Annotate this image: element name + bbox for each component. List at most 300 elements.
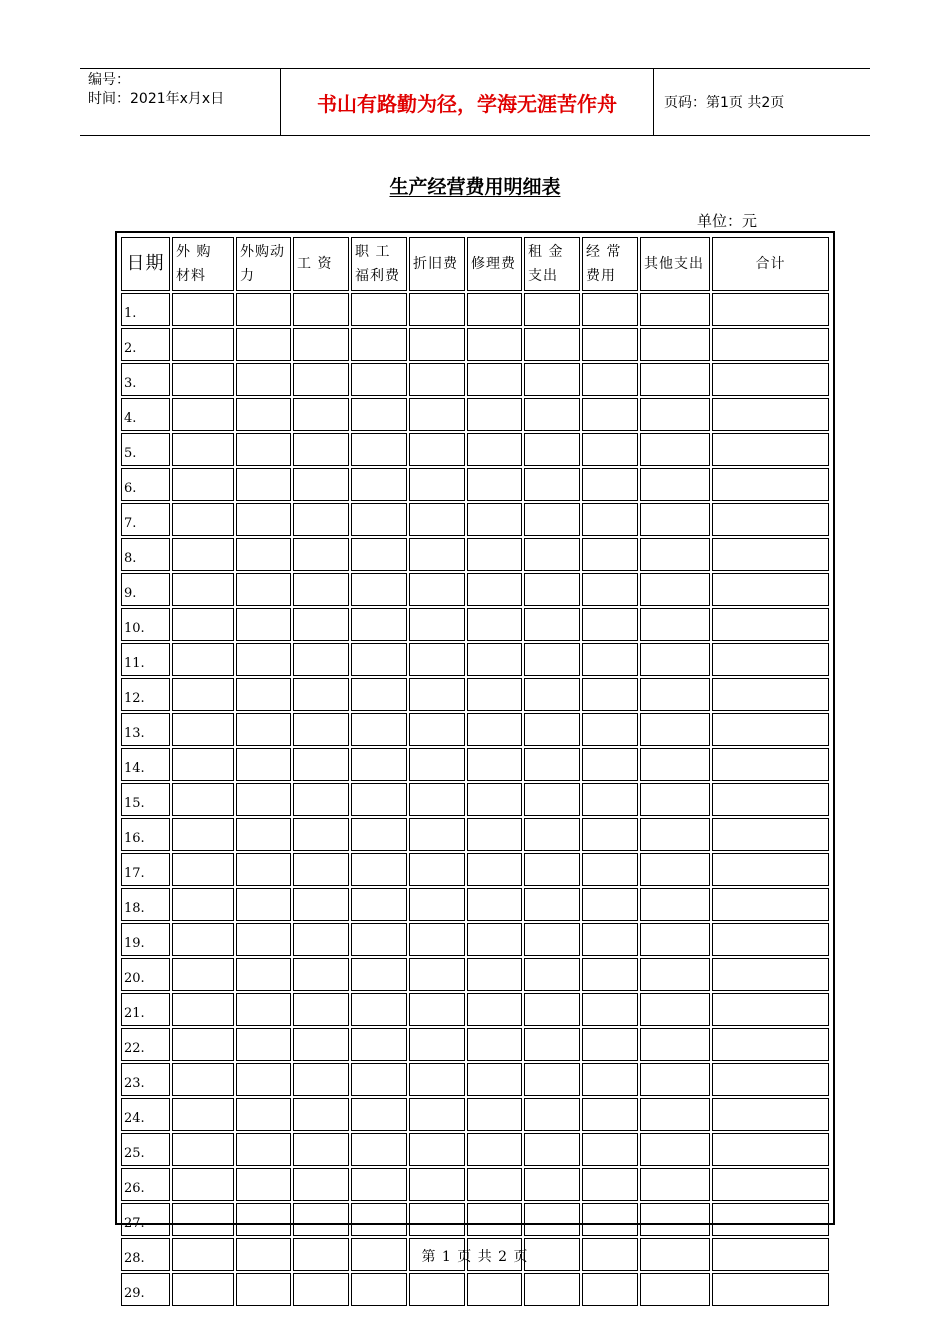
table-cell <box>351 328 407 361</box>
table-cell <box>351 783 407 816</box>
table-cell <box>467 748 522 781</box>
row-date-cell: 14. <box>121 748 170 781</box>
table-cell <box>712 1063 829 1096</box>
table-cell <box>409 433 465 466</box>
table-cell <box>236 363 291 396</box>
table-cell <box>293 538 349 571</box>
header-motto: 书山有路勤为径，学海无涯苦作舟 <box>281 69 654 135</box>
table-cell <box>524 1063 580 1096</box>
table-cell <box>582 783 638 816</box>
row-date-cell: 24. <box>121 1098 170 1131</box>
table-cell <box>172 1063 234 1096</box>
table-cell <box>409 1133 465 1166</box>
table-row <box>121 678 829 711</box>
table-cell <box>712 1028 829 1061</box>
table-cell <box>351 363 407 396</box>
table-cell <box>582 293 638 326</box>
table-cell <box>409 468 465 501</box>
table-cell <box>351 1273 407 1306</box>
table-cell <box>351 888 407 921</box>
table-cell <box>172 398 234 431</box>
table-cell <box>524 923 580 956</box>
table-cell <box>640 538 710 571</box>
table-cell <box>236 678 291 711</box>
table-row <box>121 398 829 431</box>
table-cell <box>712 678 829 711</box>
row-date-cell: 7. <box>121 503 170 536</box>
table-cell <box>172 818 234 851</box>
table-cell <box>524 398 580 431</box>
table-cell <box>409 608 465 641</box>
table-cell <box>582 1063 638 1096</box>
table-cell <box>467 573 522 606</box>
table-row <box>121 433 829 466</box>
table-cell <box>712 748 829 781</box>
table-cell <box>467 678 522 711</box>
table-cell <box>640 1063 710 1096</box>
table-cell <box>172 888 234 921</box>
table-cell <box>640 853 710 886</box>
page-header <box>80 68 870 136</box>
table-cell <box>293 608 349 641</box>
table-cell <box>172 1133 234 1166</box>
table-cell <box>172 573 234 606</box>
table-cell <box>640 678 710 711</box>
table-cell <box>351 1168 407 1201</box>
table-cell <box>582 328 638 361</box>
table-cell <box>524 503 580 536</box>
table-cell <box>712 398 829 431</box>
table-cell <box>582 853 638 886</box>
table-cell <box>172 853 234 886</box>
table-cell <box>409 783 465 816</box>
row-date-cell: 16. <box>121 818 170 851</box>
table-cell <box>351 1203 407 1236</box>
table-cell <box>524 538 580 571</box>
table-cell <box>236 923 291 956</box>
table-cell <box>236 468 291 501</box>
table-cell <box>172 1168 234 1201</box>
table-cell <box>467 643 522 676</box>
table-cell <box>524 888 580 921</box>
table-cell <box>524 293 580 326</box>
table-row <box>121 818 829 851</box>
table-cell <box>582 678 638 711</box>
table-cell <box>640 783 710 816</box>
table-cell <box>293 923 349 956</box>
table-cell <box>293 678 349 711</box>
table-cell <box>409 888 465 921</box>
table-cell <box>524 1098 580 1131</box>
table-cell <box>467 433 522 466</box>
column-header: 日期 <box>121 237 170 291</box>
table-row <box>121 1273 829 1306</box>
table-cell <box>172 923 234 956</box>
table-cell <box>293 503 349 536</box>
table-cell <box>351 993 407 1026</box>
column-header: 外购动力 <box>236 237 291 291</box>
table-cell <box>640 1168 710 1201</box>
table-cell <box>293 1168 349 1201</box>
row-date-cell: 3. <box>121 363 170 396</box>
table-cell <box>640 1133 710 1166</box>
table-cell <box>712 293 829 326</box>
table-cell <box>467 713 522 746</box>
table-cell <box>524 958 580 991</box>
row-date-cell: 11. <box>121 643 170 676</box>
table-cell <box>409 1168 465 1201</box>
column-header: 折旧费 <box>409 237 465 291</box>
table-cell <box>582 503 638 536</box>
table-cell <box>172 608 234 641</box>
table-cell <box>351 573 407 606</box>
table-cell <box>640 398 710 431</box>
table-cell <box>467 363 522 396</box>
table-cell <box>582 433 638 466</box>
table-cell <box>409 538 465 571</box>
table-cell <box>236 608 291 641</box>
row-date-cell: 10. <box>121 608 170 641</box>
table-row <box>121 538 829 571</box>
row-date-cell: 18. <box>121 888 170 921</box>
table-row <box>121 363 829 396</box>
table-cell <box>524 993 580 1026</box>
table-cell <box>351 468 407 501</box>
table-cell <box>236 538 291 571</box>
table-cell <box>172 958 234 991</box>
row-date-cell: 13. <box>121 713 170 746</box>
table-cell <box>351 853 407 886</box>
table-cell <box>640 713 710 746</box>
table-cell <box>712 1098 829 1131</box>
page-footer: 第 1 页 共 2 页 <box>421 1249 529 1265</box>
header-meta <box>80 69 281 135</box>
table-cell <box>712 853 829 886</box>
document-title <box>0 172 950 199</box>
table-cell <box>524 1133 580 1166</box>
table-cell <box>524 678 580 711</box>
table-cell <box>236 643 291 676</box>
table-cell <box>582 993 638 1026</box>
table-body <box>121 293 829 1306</box>
table-cell <box>524 573 580 606</box>
table-cell <box>640 1273 710 1306</box>
table-cell <box>640 433 710 466</box>
table-cell <box>293 293 349 326</box>
table-cell <box>293 328 349 361</box>
table-cell <box>524 783 580 816</box>
column-header: 职 工 福利费 <box>351 237 407 291</box>
row-date-cell: 29. <box>121 1273 170 1306</box>
table-cell <box>409 1273 465 1306</box>
table-cell <box>467 818 522 851</box>
table-cell <box>293 643 349 676</box>
table-cell <box>293 713 349 746</box>
table-cell <box>409 713 465 746</box>
table-cell <box>293 748 349 781</box>
table-cell <box>582 1098 638 1131</box>
table-cell <box>351 958 407 991</box>
table-cell <box>712 958 829 991</box>
table-cell <box>409 678 465 711</box>
table-cell <box>712 643 829 676</box>
row-date-cell: 26. <box>121 1168 170 1201</box>
table-cell <box>293 398 349 431</box>
table-cell <box>351 923 407 956</box>
table-cell <box>293 363 349 396</box>
row-date-cell: 8. <box>121 538 170 571</box>
table-cell <box>467 608 522 641</box>
table-cell <box>293 1133 349 1166</box>
table-cell <box>582 923 638 956</box>
table-cell <box>640 818 710 851</box>
table-cell <box>236 748 291 781</box>
table-row <box>121 1203 829 1236</box>
expense-table <box>119 235 831 1308</box>
table-cell <box>640 958 710 991</box>
table-cell <box>351 1063 407 1096</box>
table-cell <box>524 1203 580 1236</box>
table-cell <box>582 398 638 431</box>
row-date-cell: 12. <box>121 678 170 711</box>
table-cell <box>712 923 829 956</box>
table-cell <box>582 363 638 396</box>
column-header: 经 常 费用 <box>582 237 638 291</box>
table-cell <box>582 468 638 501</box>
table-row <box>121 888 829 921</box>
column-header: 租 金 支出 <box>524 237 580 291</box>
table-cell <box>582 1168 638 1201</box>
table-row <box>121 923 829 956</box>
table-cell <box>293 783 349 816</box>
table-cell <box>582 538 638 571</box>
table-cell <box>172 678 234 711</box>
table-cell <box>524 643 580 676</box>
table-cell <box>582 573 638 606</box>
row-date-cell: 27. <box>121 1203 170 1236</box>
table-cell <box>236 1028 291 1061</box>
table-header-row <box>121 237 829 291</box>
table-cell <box>172 363 234 396</box>
table-cell <box>236 1063 291 1096</box>
table-cell <box>467 398 522 431</box>
table-cell <box>236 328 291 361</box>
table-cell <box>524 608 580 641</box>
table-row <box>121 1063 829 1096</box>
table-cell <box>351 713 407 746</box>
table-cell <box>712 573 829 606</box>
table-cell <box>293 958 349 991</box>
table-cell <box>351 1133 407 1166</box>
table-cell <box>409 923 465 956</box>
table-cell <box>236 818 291 851</box>
table-cell <box>351 398 407 431</box>
table-cell <box>409 503 465 536</box>
table-cell <box>467 1028 522 1061</box>
row-date-cell: 25. <box>121 1133 170 1166</box>
table-cell <box>467 293 522 326</box>
column-header: 外 购 材料 <box>172 237 234 291</box>
table-cell <box>582 1028 638 1061</box>
table-cell <box>524 433 580 466</box>
table-cell <box>293 1028 349 1061</box>
table-cell <box>524 748 580 781</box>
table-cell <box>409 363 465 396</box>
table-row <box>121 1098 829 1131</box>
table-cell <box>640 573 710 606</box>
table-cell <box>467 1133 522 1166</box>
header-page-info: 页码：第1页 共2页 <box>664 95 785 111</box>
table-row <box>121 1028 829 1061</box>
table-cell <box>293 818 349 851</box>
serial-label: 编号： <box>88 72 130 88</box>
table-cell <box>409 958 465 991</box>
table-cell <box>640 993 710 1026</box>
table-cell <box>351 1098 407 1131</box>
table-cell <box>172 1098 234 1131</box>
table-cell <box>467 958 522 991</box>
table-cell <box>712 608 829 641</box>
table-cell <box>293 1203 349 1236</box>
table-cell <box>712 433 829 466</box>
table-cell <box>467 853 522 886</box>
table-cell <box>172 538 234 571</box>
table-cell <box>409 1203 465 1236</box>
table-cell <box>640 888 710 921</box>
table-cell <box>467 1203 522 1236</box>
table-cell <box>236 993 291 1026</box>
table-cell <box>409 993 465 1026</box>
row-date-cell: 19. <box>121 923 170 956</box>
table-row <box>121 853 829 886</box>
table-cell <box>236 433 291 466</box>
table-cell <box>351 1028 407 1061</box>
row-date-cell: 6. <box>121 468 170 501</box>
table-cell <box>467 923 522 956</box>
table-cell <box>712 328 829 361</box>
table-cell <box>236 958 291 991</box>
table-cell <box>712 1273 829 1306</box>
column-header: 工 资 <box>293 237 349 291</box>
table-cell <box>351 678 407 711</box>
table-cell <box>409 293 465 326</box>
table-row <box>121 468 829 501</box>
time-label: 时间：2021年x月x日 <box>88 91 225 107</box>
table-cell <box>172 748 234 781</box>
table-cell <box>236 1273 291 1306</box>
table-cell <box>712 1168 829 1201</box>
table-cell <box>409 1028 465 1061</box>
table-row <box>121 573 829 606</box>
table-cell <box>712 363 829 396</box>
table-cell <box>640 468 710 501</box>
row-date-cell: 4. <box>121 398 170 431</box>
table-row <box>121 993 829 1026</box>
table-cell <box>582 888 638 921</box>
table-cell <box>640 1028 710 1061</box>
table-cell <box>172 328 234 361</box>
table-cell <box>172 1203 234 1236</box>
table-cell <box>712 503 829 536</box>
row-date-cell: 28. <box>121 1238 170 1271</box>
table-cell <box>236 1168 291 1201</box>
table-row <box>121 293 829 326</box>
row-date-cell: 20. <box>121 958 170 991</box>
table-cell <box>293 468 349 501</box>
table-cell <box>236 503 291 536</box>
table-cell <box>712 818 829 851</box>
row-date-cell: 5. <box>121 433 170 466</box>
table-cell <box>293 1273 349 1306</box>
table-cell <box>172 503 234 536</box>
table-cell <box>236 1203 291 1236</box>
column-header: 其他支出 <box>640 237 710 291</box>
table-cell <box>467 993 522 1026</box>
table-cell <box>712 468 829 501</box>
table-cell <box>351 818 407 851</box>
table-cell <box>236 293 291 326</box>
table-cell <box>409 643 465 676</box>
table-row <box>121 503 829 536</box>
table-cell <box>712 538 829 571</box>
table-cell <box>467 1063 522 1096</box>
table-cell <box>524 328 580 361</box>
table-cell <box>467 538 522 571</box>
row-date-cell: 15. <box>121 783 170 816</box>
table-cell <box>582 643 638 676</box>
table-cell <box>712 1203 829 1236</box>
table-cell <box>467 1273 522 1306</box>
table-cell <box>172 293 234 326</box>
table-cell <box>582 818 638 851</box>
document-title-text: 生产经营费用明细表 <box>389 176 561 198</box>
row-date-cell: 23. <box>121 1063 170 1096</box>
unit-label: 单位：元 <box>697 212 758 230</box>
table-cell <box>467 1098 522 1131</box>
table-cell <box>293 993 349 1026</box>
column-header: 修理费 <box>467 237 522 291</box>
row-date-cell: 21. <box>121 993 170 1026</box>
table-cell <box>582 1273 638 1306</box>
table-cell <box>467 783 522 816</box>
table-cell <box>524 1028 580 1061</box>
table-cell <box>409 1063 465 1096</box>
table-cell <box>640 363 710 396</box>
table-cell <box>172 1273 234 1306</box>
table-cell <box>524 713 580 746</box>
row-date-cell: 9. <box>121 573 170 606</box>
table-cell <box>236 853 291 886</box>
table-cell <box>236 783 291 816</box>
table-cell <box>467 503 522 536</box>
table-cell <box>467 468 522 501</box>
table-cell <box>351 503 407 536</box>
column-header: 合计 <box>712 237 829 291</box>
table-cell <box>351 748 407 781</box>
table-cell <box>409 328 465 361</box>
table-cell <box>236 398 291 431</box>
table-cell <box>293 573 349 606</box>
table-row <box>121 1168 829 1201</box>
table-cell <box>409 1098 465 1131</box>
table-row <box>121 643 829 676</box>
table-row <box>121 608 829 641</box>
table-cell <box>172 643 234 676</box>
table-cell <box>712 1133 829 1166</box>
table-cell <box>172 1028 234 1061</box>
table-cell <box>640 608 710 641</box>
table-cell <box>351 608 407 641</box>
